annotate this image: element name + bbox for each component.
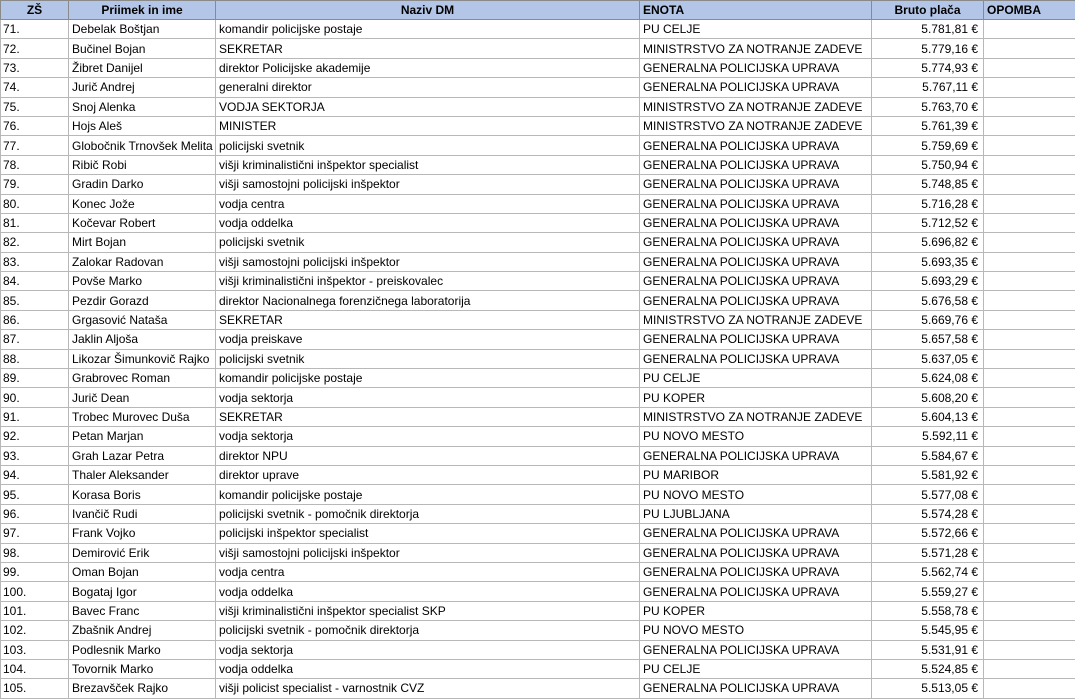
row-number: 97. bbox=[1, 524, 69, 543]
position-title: višji kriminalistični inšpektor specialist SKP bbox=[216, 601, 640, 620]
position-title: vodja sektorja bbox=[216, 388, 640, 407]
unit-name: GENERALNA POLICIJSKA UPRAVA bbox=[640, 524, 872, 543]
note bbox=[984, 679, 1075, 698]
unit-name: MINISTRSTVO ZA NOTRANJE ZADEVE bbox=[640, 310, 872, 329]
gross-salary: 5.571,28 € bbox=[872, 543, 984, 562]
row-number: 104. bbox=[1, 659, 69, 678]
table-row bbox=[1, 39, 1075, 58]
gross-salary: 5.531,91 € bbox=[872, 640, 984, 659]
employee-name: Zalokar Radovan bbox=[69, 252, 216, 271]
gross-salary: 5.779,16 € bbox=[872, 39, 984, 58]
gross-salary: 5.750,94 € bbox=[872, 155, 984, 174]
note bbox=[984, 78, 1075, 97]
note bbox=[984, 39, 1075, 58]
row-number: 105. bbox=[1, 679, 69, 698]
gross-salary: 5.712,52 € bbox=[872, 213, 984, 232]
unit-name: PU LJUBLJANA bbox=[640, 504, 872, 523]
position-title: direktor uprave bbox=[216, 465, 640, 484]
gross-salary: 5.693,29 € bbox=[872, 272, 984, 291]
employee-name: Likozar Šimunkovič Rajko bbox=[69, 349, 216, 368]
position-title: komandir policijske postaje bbox=[216, 485, 640, 504]
gross-salary: 5.693,35 € bbox=[872, 252, 984, 271]
table-row bbox=[1, 194, 1075, 213]
employee-name: Ribič Robi bbox=[69, 155, 216, 174]
row-number: 74. bbox=[1, 78, 69, 97]
unit-name: PU NOVO MESTO bbox=[640, 621, 872, 640]
employee-name: Grah Lazar Petra bbox=[69, 446, 216, 465]
table-row bbox=[1, 659, 1075, 678]
employee-name: Grgasović Nataša bbox=[69, 310, 216, 329]
table-row bbox=[1, 252, 1075, 271]
gross-salary: 5.774,93 € bbox=[872, 58, 984, 77]
unit-name: GENERALNA POLICIJSKA UPRAVA bbox=[640, 446, 872, 465]
note bbox=[984, 407, 1075, 426]
employee-name: Bogataj Igor bbox=[69, 582, 216, 601]
unit-name: GENERALNA POLICIJSKA UPRAVA bbox=[640, 58, 872, 77]
position-title: MINISTER bbox=[216, 116, 640, 135]
employee-name: Pezdir Gorazd bbox=[69, 291, 216, 310]
position-title: policijski svetnik - pomočnik direktorja bbox=[216, 621, 640, 640]
employee-name: Ivančič Rudi bbox=[69, 504, 216, 523]
position-title: višji samostojni policijski inšpektor bbox=[216, 175, 640, 194]
header-row bbox=[1, 1, 1075, 20]
note bbox=[984, 369, 1075, 388]
table-row bbox=[1, 272, 1075, 291]
position-title: policijski svetnik bbox=[216, 349, 640, 368]
table-row bbox=[1, 465, 1075, 484]
note bbox=[984, 194, 1075, 213]
row-number: 91. bbox=[1, 407, 69, 426]
position-title: SEKRETAR bbox=[216, 407, 640, 426]
row-number: 90. bbox=[1, 388, 69, 407]
unit-name: PU NOVO MESTO bbox=[640, 427, 872, 446]
position-title: vodja centra bbox=[216, 194, 640, 213]
table-row bbox=[1, 407, 1075, 426]
position-title: vodja oddelka bbox=[216, 659, 640, 678]
table-row bbox=[1, 601, 1075, 620]
gross-salary: 5.657,58 € bbox=[872, 330, 984, 349]
unit-name: GENERALNA POLICIJSKA UPRAVA bbox=[640, 330, 872, 349]
position-title: vodja centra bbox=[216, 562, 640, 581]
note bbox=[984, 562, 1075, 581]
row-number: 93. bbox=[1, 446, 69, 465]
unit-name: GENERALNA POLICIJSKA UPRAVA bbox=[640, 582, 872, 601]
unit-name: GENERALNA POLICIJSKA UPRAVA bbox=[640, 562, 872, 581]
unit-name: PU KOPER bbox=[640, 388, 872, 407]
row-number: 71. bbox=[1, 20, 69, 39]
position-title: generalni direktor bbox=[216, 78, 640, 97]
gross-salary: 5.513,05 € bbox=[872, 679, 984, 698]
position-title: SEKRETAR bbox=[216, 310, 640, 329]
unit-name: GENERALNA POLICIJSKA UPRAVA bbox=[640, 272, 872, 291]
unit-name: GENERALNA POLICIJSKA UPRAVA bbox=[640, 233, 872, 252]
gross-salary: 5.558,78 € bbox=[872, 601, 984, 620]
employee-name: Frank Vojko bbox=[69, 524, 216, 543]
note bbox=[984, 640, 1075, 659]
gross-salary: 5.584,67 € bbox=[872, 446, 984, 465]
note bbox=[984, 504, 1075, 523]
table-row bbox=[1, 427, 1075, 446]
header-note: OPOMBA bbox=[984, 1, 1075, 20]
employee-name: Tovornik Marko bbox=[69, 659, 216, 678]
employee-name: Žibret Danijel bbox=[69, 58, 216, 77]
gross-salary: 5.759,69 € bbox=[872, 136, 984, 155]
unit-name: GENERALNA POLICIJSKA UPRAVA bbox=[640, 175, 872, 194]
position-title: direktor Policijske akademije bbox=[216, 58, 640, 77]
note bbox=[984, 58, 1075, 77]
unit-name: GENERALNA POLICIJSKA UPRAVA bbox=[640, 679, 872, 698]
note bbox=[984, 97, 1075, 116]
employee-name: Konec Jože bbox=[69, 194, 216, 213]
note bbox=[984, 272, 1075, 291]
unit-name: GENERALNA POLICIJSKA UPRAVA bbox=[640, 194, 872, 213]
position-title: direktor NPU bbox=[216, 446, 640, 465]
unit-name: PU NOVO MESTO bbox=[640, 485, 872, 504]
row-number: 77. bbox=[1, 136, 69, 155]
unit-name: PU MARIBOR bbox=[640, 465, 872, 484]
unit-name: MINISTRSTVO ZA NOTRANJE ZADEVE bbox=[640, 39, 872, 58]
employee-name: Demirović Erik bbox=[69, 543, 216, 562]
row-number: 81. bbox=[1, 213, 69, 232]
unit-name: GENERALNA POLICIJSKA UPRAVA bbox=[640, 252, 872, 271]
table-row bbox=[1, 543, 1075, 562]
gross-salary: 5.637,05 € bbox=[872, 349, 984, 368]
note bbox=[984, 213, 1075, 232]
row-number: 75. bbox=[1, 97, 69, 116]
gross-salary: 5.592,11 € bbox=[872, 427, 984, 446]
employee-name: Trobec Murovec Duša bbox=[69, 407, 216, 426]
table-row bbox=[1, 562, 1075, 581]
row-number: 100. bbox=[1, 582, 69, 601]
table-row bbox=[1, 155, 1075, 174]
row-number: 103. bbox=[1, 640, 69, 659]
employee-name: Podlesnik Marko bbox=[69, 640, 216, 659]
employee-name: Oman Bojan bbox=[69, 562, 216, 581]
unit-name: MINISTRSTVO ZA NOTRANJE ZADEVE bbox=[640, 407, 872, 426]
table-row bbox=[1, 485, 1075, 504]
row-number: 92. bbox=[1, 427, 69, 446]
employee-name: Zbašnik Andrej bbox=[69, 621, 216, 640]
gross-salary: 5.696,82 € bbox=[872, 233, 984, 252]
row-number: 95. bbox=[1, 485, 69, 504]
table-row bbox=[1, 504, 1075, 523]
position-title: vodja oddelka bbox=[216, 213, 640, 232]
unit-name: GENERALNA POLICIJSKA UPRAVA bbox=[640, 155, 872, 174]
table-row bbox=[1, 621, 1075, 640]
gross-salary: 5.767,11 € bbox=[872, 78, 984, 97]
position-title: vodja sektorja bbox=[216, 427, 640, 446]
table-row bbox=[1, 388, 1075, 407]
employee-name: Petan Marjan bbox=[69, 427, 216, 446]
row-number: 88. bbox=[1, 349, 69, 368]
gross-salary: 5.716,28 € bbox=[872, 194, 984, 213]
note bbox=[984, 330, 1075, 349]
row-number: 84. bbox=[1, 272, 69, 291]
position-title: vodja sektorja bbox=[216, 640, 640, 659]
header-zs: ZŠ bbox=[1, 1, 69, 20]
note bbox=[984, 388, 1075, 407]
note bbox=[984, 582, 1075, 601]
row-number: 82. bbox=[1, 233, 69, 252]
gross-salary: 5.562,74 € bbox=[872, 562, 984, 581]
position-title: višji samostojni policijski inšpektor bbox=[216, 252, 640, 271]
position-title: višji samostojni policijski inšpektor bbox=[216, 543, 640, 562]
gross-salary: 5.624,08 € bbox=[872, 369, 984, 388]
note bbox=[984, 252, 1075, 271]
row-number: 96. bbox=[1, 504, 69, 523]
note bbox=[984, 465, 1075, 484]
row-number: 99. bbox=[1, 562, 69, 581]
table-row bbox=[1, 330, 1075, 349]
note bbox=[984, 175, 1075, 194]
position-title: policijski inšpektor specialist bbox=[216, 524, 640, 543]
table-row bbox=[1, 58, 1075, 77]
position-title: SEKRETAR bbox=[216, 39, 640, 58]
employee-name: Snoj Alenka bbox=[69, 97, 216, 116]
employee-name: Hojs Aleš bbox=[69, 116, 216, 135]
gross-salary: 5.572,66 € bbox=[872, 524, 984, 543]
position-title: vodja oddelka bbox=[216, 582, 640, 601]
position-title: VODJA SEKTORJA bbox=[216, 97, 640, 116]
gross-salary: 5.748,85 € bbox=[872, 175, 984, 194]
table-row bbox=[1, 136, 1075, 155]
employee-name: Brezavšček Rajko bbox=[69, 679, 216, 698]
table-row bbox=[1, 97, 1075, 116]
note bbox=[984, 155, 1075, 174]
employee-name: Debelak Boštjan bbox=[69, 20, 216, 39]
table-row bbox=[1, 291, 1075, 310]
header-title: Naziv DM bbox=[216, 1, 640, 20]
row-number: 73. bbox=[1, 58, 69, 77]
unit-name: GENERALNA POLICIJSKA UPRAVA bbox=[640, 78, 872, 97]
unit-name: GENERALNA POLICIJSKA UPRAVA bbox=[640, 291, 872, 310]
table-row bbox=[1, 233, 1075, 252]
table-row bbox=[1, 78, 1075, 97]
unit-name: PU CELJE bbox=[640, 369, 872, 388]
table-row bbox=[1, 116, 1075, 135]
header-name: Priimek in ime bbox=[69, 1, 216, 20]
gross-salary: 5.574,28 € bbox=[872, 504, 984, 523]
unit-name: GENERALNA POLICIJSKA UPRAVA bbox=[640, 213, 872, 232]
row-number: 101. bbox=[1, 601, 69, 620]
note bbox=[984, 20, 1075, 39]
table-row bbox=[1, 349, 1075, 368]
table-row bbox=[1, 679, 1075, 698]
employee-name: Thaler Aleksander bbox=[69, 465, 216, 484]
unit-name: PU KOPER bbox=[640, 601, 872, 620]
employee-name: Jurič Dean bbox=[69, 388, 216, 407]
position-title: višji kriminalistični inšpektor - preiskovalec bbox=[216, 272, 640, 291]
unit-name: GENERALNA POLICIJSKA UPRAVA bbox=[640, 640, 872, 659]
table-row bbox=[1, 213, 1075, 232]
row-number: 94. bbox=[1, 465, 69, 484]
note bbox=[984, 427, 1075, 446]
note bbox=[984, 543, 1075, 562]
header-unit: ENOTA bbox=[640, 1, 872, 20]
employee-name: Jaklin Aljoša bbox=[69, 330, 216, 349]
row-number: 87. bbox=[1, 330, 69, 349]
note bbox=[984, 621, 1075, 640]
note bbox=[984, 291, 1075, 310]
header-salary: Bruto plača bbox=[872, 1, 984, 20]
row-number: 85. bbox=[1, 291, 69, 310]
note bbox=[984, 310, 1075, 329]
gross-salary: 5.577,08 € bbox=[872, 485, 984, 504]
row-number: 86. bbox=[1, 310, 69, 329]
gross-salary: 5.761,39 € bbox=[872, 116, 984, 135]
gross-salary: 5.763,70 € bbox=[872, 97, 984, 116]
employee-name: Kočevar Robert bbox=[69, 213, 216, 232]
row-number: 80. bbox=[1, 194, 69, 213]
position-title: policijski svetnik - pomočnik direktorja bbox=[216, 504, 640, 523]
position-title: direktor Nacionalnega forenzičnega laboratorija bbox=[216, 291, 640, 310]
row-number: 83. bbox=[1, 252, 69, 271]
unit-name: MINISTRSTVO ZA NOTRANJE ZADEVE bbox=[640, 116, 872, 135]
position-title: višji policist specialist - varnostnik CVZ bbox=[216, 679, 640, 698]
table-row bbox=[1, 640, 1075, 659]
note bbox=[984, 136, 1075, 155]
employee-name: Povše Marko bbox=[69, 272, 216, 291]
gross-salary: 5.676,58 € bbox=[872, 291, 984, 310]
row-number: 76. bbox=[1, 116, 69, 135]
table-row bbox=[1, 20, 1075, 39]
row-number: 98. bbox=[1, 543, 69, 562]
position-title: policijski svetnik bbox=[216, 233, 640, 252]
unit-name: PU CELJE bbox=[640, 20, 872, 39]
row-number: 89. bbox=[1, 369, 69, 388]
note bbox=[984, 524, 1075, 543]
table-row bbox=[1, 369, 1075, 388]
position-title: policijski svetnik bbox=[216, 136, 640, 155]
table-row bbox=[1, 524, 1075, 543]
gross-salary: 5.608,20 € bbox=[872, 388, 984, 407]
employee-name: Mirt Bojan bbox=[69, 233, 216, 252]
gross-salary: 5.524,85 € bbox=[872, 659, 984, 678]
unit-name: GENERALNA POLICIJSKA UPRAVA bbox=[640, 136, 872, 155]
employee-name: Bučinel Bojan bbox=[69, 39, 216, 58]
gross-salary: 5.559,27 € bbox=[872, 582, 984, 601]
row-number: 72. bbox=[1, 39, 69, 58]
row-number: 79. bbox=[1, 175, 69, 194]
note bbox=[984, 601, 1075, 620]
position-title: komandir policijske postaje bbox=[216, 369, 640, 388]
gross-salary: 5.604,13 € bbox=[872, 407, 984, 426]
row-number: 102. bbox=[1, 621, 69, 640]
employee-name: Jurič Andrej bbox=[69, 78, 216, 97]
gross-salary: 5.581,92 € bbox=[872, 465, 984, 484]
employee-name: Globočnik Trnovšek Melita bbox=[69, 136, 216, 155]
gross-salary: 5.781,81 € bbox=[872, 20, 984, 39]
position-title: komandir policijske postaje bbox=[216, 20, 640, 39]
position-title: vodja preiskave bbox=[216, 330, 640, 349]
employee-name: Korasa Boris bbox=[69, 485, 216, 504]
row-number: 78. bbox=[1, 155, 69, 174]
note bbox=[984, 659, 1075, 678]
table-row bbox=[1, 582, 1075, 601]
table-row bbox=[1, 310, 1075, 329]
unit-name: GENERALNA POLICIJSKA UPRAVA bbox=[640, 543, 872, 562]
unit-name: GENERALNA POLICIJSKA UPRAVA bbox=[640, 349, 872, 368]
note bbox=[984, 485, 1075, 504]
position-title: višji kriminalistični inšpektor specialist bbox=[216, 155, 640, 174]
gross-salary: 5.669,76 € bbox=[872, 310, 984, 329]
unit-name: MINISTRSTVO ZA NOTRANJE ZADEVE bbox=[640, 97, 872, 116]
note bbox=[984, 233, 1075, 252]
employee-name: Bavec Franc bbox=[69, 601, 216, 620]
table-row bbox=[1, 446, 1075, 465]
note bbox=[984, 446, 1075, 465]
table-row bbox=[1, 175, 1075, 194]
employee-name: Grabrovec Roman bbox=[69, 369, 216, 388]
employee-name: Gradin Darko bbox=[69, 175, 216, 194]
note bbox=[984, 116, 1075, 135]
unit-name: PU CELJE bbox=[640, 659, 872, 678]
note bbox=[984, 349, 1075, 368]
gross-salary: 5.545,95 € bbox=[872, 621, 984, 640]
